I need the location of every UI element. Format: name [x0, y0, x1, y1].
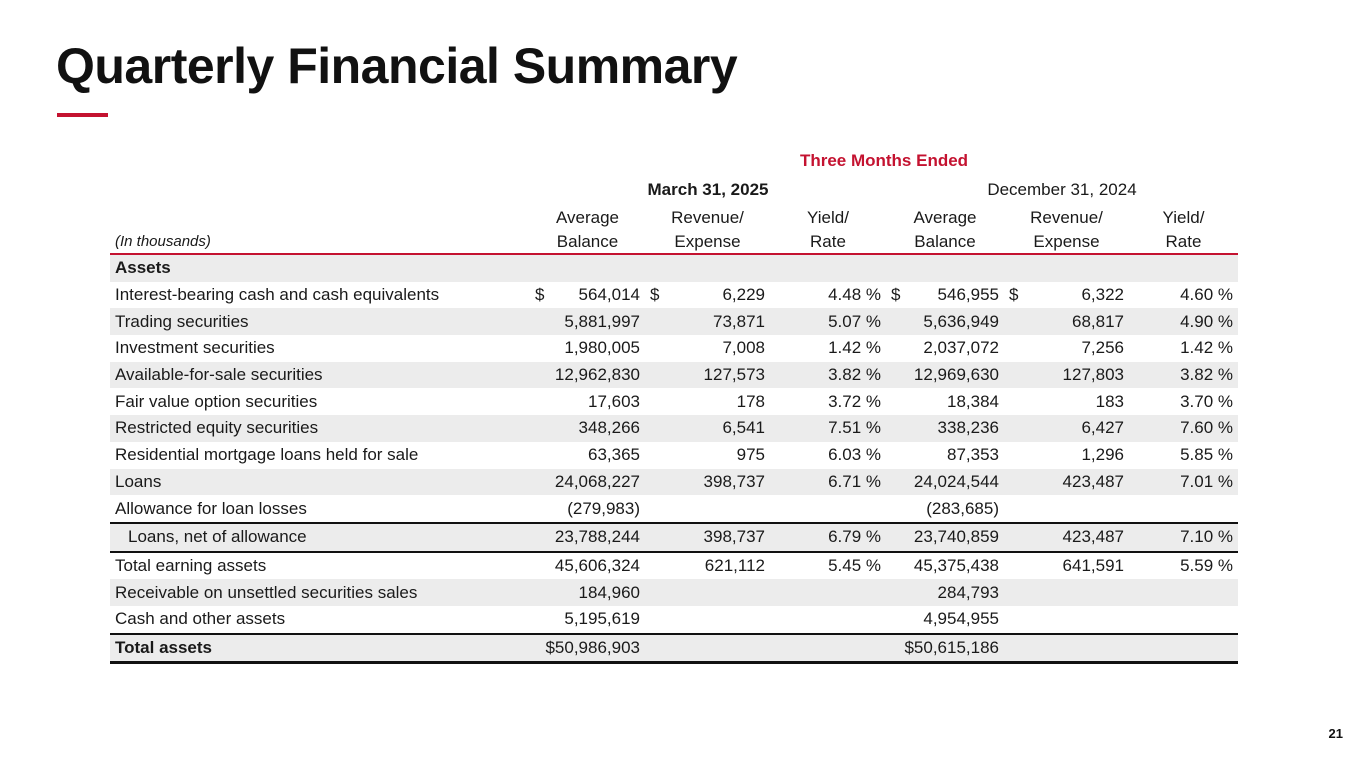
- q4-revenue: [1004, 579, 1129, 606]
- q1-revenue: [645, 579, 770, 606]
- q1-yield: 5.45 %: [770, 552, 886, 580]
- row-label: Receivable on unsettled securities sales: [110, 579, 530, 606]
- table-row: [110, 523, 1238, 552]
- table-row: [110, 552, 1238, 580]
- row-label: Available-for-sale securities: [110, 362, 530, 389]
- table-body: [110, 254, 1238, 663]
- q1-avg-balance: 23,788,244: [530, 523, 645, 552]
- q1-revenue: 6,541: [645, 415, 770, 442]
- q4-revenue: 7,256: [1004, 335, 1129, 362]
- row-label: Loans, net of allowance: [110, 523, 530, 552]
- col-header-revenue-expense: Expense: [1004, 229, 1129, 254]
- q1-yield: 3.82 %: [770, 362, 886, 389]
- row-label: Total earning assets: [110, 552, 530, 580]
- q4-avg-balance: 546,955: [937, 285, 999, 305]
- q1-avg-balance: 184,960: [530, 579, 645, 606]
- q4-avg-balance: 4,954,955: [886, 606, 1004, 634]
- q1-total-assets: $50,986,903: [530, 634, 645, 663]
- col-header-revenue-expense: Revenue/: [1030, 208, 1103, 227]
- q1-revenue: 127,573: [645, 362, 770, 389]
- q1-yield: [770, 495, 886, 523]
- col-header-avg-balance: Average: [555, 208, 619, 227]
- table-row: [110, 415, 1238, 442]
- row-label: Fair value option securities: [110, 388, 530, 415]
- q4-avg-balance: 23,740,859: [886, 523, 1004, 552]
- table-row: [110, 282, 1238, 309]
- q4-yield: 4.60 %: [1129, 282, 1238, 309]
- q1-yield: 4.48 %: [770, 282, 886, 309]
- col-header-avg-balance: Balance: [530, 229, 645, 254]
- row-label: Allowance for loan losses: [110, 495, 530, 523]
- row-label: Cash and other assets: [110, 606, 530, 634]
- q1-yield: 1.42 %: [770, 335, 886, 362]
- q1-yield: 3.72 %: [770, 388, 886, 415]
- col-header-revenue-expense: Revenue/: [671, 208, 744, 227]
- q1-avg-balance: 348,266: [530, 415, 645, 442]
- row-label: Investment securities: [110, 335, 530, 362]
- q4-yield: 7.01 %: [1129, 469, 1238, 496]
- q4-revenue: 183: [1004, 388, 1129, 415]
- q4-avg-balance: 338,236: [886, 415, 1004, 442]
- currency-symbol: $: [891, 285, 901, 305]
- units-label: (In thousands): [110, 229, 530, 254]
- col-header-yield-rate: Rate: [1129, 229, 1238, 254]
- col-header-yield-rate: Rate: [770, 229, 886, 254]
- table-row: [110, 495, 1238, 523]
- table-row: [110, 335, 1238, 362]
- section-header-row: [110, 254, 1238, 282]
- q1-avg-balance: 63,365: [530, 442, 645, 469]
- financial-table-container: [110, 147, 1238, 664]
- q1-avg-balance: (279,983): [530, 495, 645, 523]
- col-header-yield-rate: Yield/: [1162, 208, 1205, 227]
- q1-revenue: 398,737: [645, 469, 770, 496]
- q4-revenue: 423,487: [1004, 523, 1129, 552]
- average-balance-table: [110, 147, 1238, 664]
- q4-revenue: 6,427: [1004, 415, 1129, 442]
- q1-yield: [770, 579, 886, 606]
- period-header-q4-2024: December 31, 2024: [987, 180, 1137, 199]
- currency-symbol: $: [650, 285, 660, 305]
- q4-yield: 5.59 %: [1129, 552, 1238, 580]
- total-label: Total assets: [110, 634, 530, 663]
- currency-symbol: $: [535, 285, 545, 305]
- q4-yield: [1129, 495, 1238, 523]
- q4-avg-balance: 2,037,072: [886, 335, 1004, 362]
- row-label: Trading securities: [110, 308, 530, 335]
- q1-revenue: 6,229: [722, 285, 765, 305]
- q4-revenue: 641,591: [1004, 552, 1129, 580]
- q4-yield: 4.90 %: [1129, 308, 1238, 335]
- q1-revenue: [645, 606, 770, 634]
- q1-revenue: 621,112: [645, 552, 770, 580]
- q4-yield: 3.70 %: [1129, 388, 1238, 415]
- q4-revenue: [1004, 606, 1129, 634]
- col-header-avg-balance: Average: [913, 208, 977, 227]
- q4-avg-balance: 284,793: [886, 579, 1004, 606]
- q4-avg-balance: 24,024,544: [886, 469, 1004, 496]
- q4-revenue: [1004, 495, 1129, 523]
- q1-avg-balance: 12,962,830: [530, 362, 645, 389]
- q4-yield: [1129, 606, 1238, 634]
- q4-yield: 3.82 %: [1129, 362, 1238, 389]
- q4-avg-balance: (283,685): [886, 495, 1004, 523]
- currency-symbol: $: [1009, 285, 1019, 305]
- table-row: [110, 442, 1238, 469]
- table-row: [110, 579, 1238, 606]
- q4-total-assets: $50,615,186: [886, 634, 1004, 663]
- q4-avg-balance: 5,636,949: [886, 308, 1004, 335]
- header-row-columns-line2: [110, 229, 1238, 254]
- col-header-revenue-expense: Expense: [645, 229, 770, 254]
- q1-avg-balance: 5,881,997: [530, 308, 645, 335]
- q4-yield: 1.42 %: [1129, 335, 1238, 362]
- col-header-avg-balance: Balance: [886, 229, 1004, 254]
- page-title: Quarterly Financial Summary: [56, 38, 738, 94]
- header-row-group: [110, 147, 1238, 175]
- q4-yield: [1129, 579, 1238, 606]
- q1-yield: 6.03 %: [770, 442, 886, 469]
- q1-yield: 5.07 %: [770, 308, 886, 335]
- table-row: [110, 308, 1238, 335]
- table-row: [110, 606, 1238, 634]
- q4-avg-balance: 45,375,438: [886, 552, 1004, 580]
- q4-avg-balance: 87,353: [886, 442, 1004, 469]
- period-header-q1-2025: March 31, 2025: [647, 180, 769, 199]
- q4-yield: 7.60 %: [1129, 415, 1238, 442]
- total-assets-row: [110, 634, 1238, 663]
- q1-avg-balance: 1,980,005: [530, 335, 645, 362]
- table-row: [110, 362, 1238, 389]
- table-row: [110, 388, 1238, 415]
- q1-yield: 7.51 %: [770, 415, 886, 442]
- q4-yield: 5.85 %: [1129, 442, 1238, 469]
- q1-yield: 6.79 %: [770, 523, 886, 552]
- q4-revenue: 68,817: [1004, 308, 1129, 335]
- q1-avg-balance: 17,603: [530, 388, 645, 415]
- three-months-ended-header: Three Months Ended: [799, 151, 969, 170]
- q1-revenue: [645, 495, 770, 523]
- q1-yield: 6.71 %: [770, 469, 886, 496]
- q4-revenue: 6,322: [1081, 285, 1124, 305]
- row-label: Restricted equity securities: [110, 415, 530, 442]
- header-row-columns-line1: [110, 205, 1238, 229]
- table-row: [110, 469, 1238, 496]
- header-row-periods: [110, 175, 1238, 205]
- q4-revenue: 1,296: [1004, 442, 1129, 469]
- q4-avg-balance: 12,969,630: [886, 362, 1004, 389]
- col-header-yield-rate: Yield/: [807, 208, 849, 227]
- q1-revenue: 73,871: [645, 308, 770, 335]
- row-label: Interest-bearing cash and cash equivalents: [110, 282, 530, 309]
- title-accent-rule: [57, 113, 108, 117]
- q1-avg-balance: 45,606,324: [530, 552, 645, 580]
- q1-avg-balance: 564,014: [578, 285, 640, 305]
- q4-revenue: 423,487: [1004, 469, 1129, 496]
- q1-avg-balance: 24,068,227: [530, 469, 645, 496]
- row-label: Loans: [110, 469, 530, 496]
- q4-yield: 7.10 %: [1129, 523, 1238, 552]
- row-label: Residential mortgage loans held for sale: [110, 442, 530, 469]
- q1-revenue: 7,008: [645, 335, 770, 362]
- q1-revenue: 975: [645, 442, 770, 469]
- q1-revenue: 398,737: [645, 523, 770, 552]
- section-label-assets: Assets: [110, 254, 530, 282]
- page-number: 21: [1328, 726, 1343, 741]
- q4-avg-balance: 18,384: [886, 388, 1004, 415]
- q4-revenue: 127,803: [1004, 362, 1129, 389]
- q1-revenue: 178: [645, 388, 770, 415]
- q1-avg-balance: 5,195,619: [530, 606, 645, 634]
- q1-yield: [770, 606, 886, 634]
